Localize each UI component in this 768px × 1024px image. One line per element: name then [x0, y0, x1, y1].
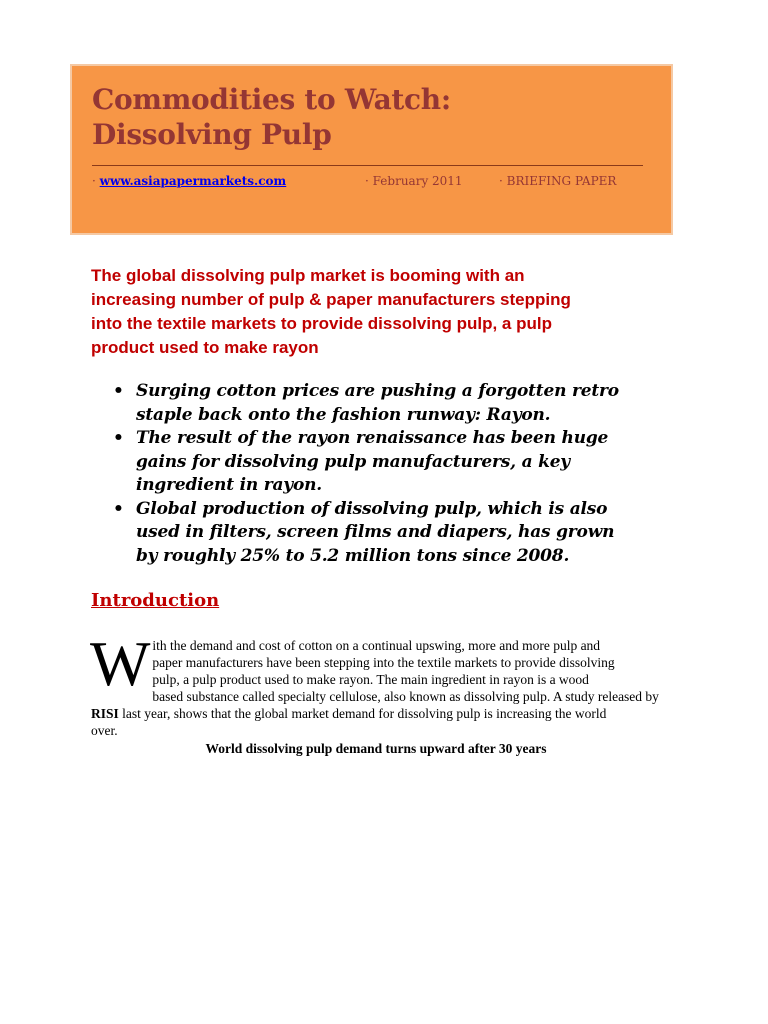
lead-line-3: into the textile markets to provide dissolving pulp, a pulp: [91, 314, 552, 333]
bullet-line: ingredient in rayon.: [136, 475, 322, 495]
body-line: last year, shows that the global market demand for dissolving pulp is increasing the world: [118, 706, 607, 721]
header-divider: [92, 165, 643, 166]
section-heading-introduction: Introduction: [91, 590, 220, 611]
website-meta: [92, 173, 286, 189]
body-line: over.: [91, 723, 118, 738]
bullet-line: by roughly 25% to 5.2 million tons since 2008.: [136, 545, 570, 566]
risi-mention: RISI: [91, 706, 119, 721]
bullet-line: gains for dissolving pulp manufacturers, a key: [136, 451, 570, 472]
body-line: paper manufacturers have been stepping into the textile markets to provide dissolving: [152, 655, 615, 670]
lead-line-2: increasing number of pulp & paper manufacturers stepping: [91, 290, 571, 309]
lead-summary: [91, 264, 681, 360]
title-line-2: Dissolving Pulp: [92, 118, 332, 151]
body-line: pulp, a pulp product used to make rayon. The main ingredient in rayon is a wood: [152, 672, 589, 687]
document-title: [92, 82, 451, 152]
figure-caption: World dissolving pulp demand turns upward after 30 years: [205, 741, 547, 756]
list-item: [111, 498, 691, 569]
lead-line-4: product used to make rayon: [91, 338, 319, 357]
bullet-icon: •: [113, 498, 124, 519]
website-link[interactable]: www.asiapapermarkets.com: [99, 174, 287, 188]
header-box: [70, 64, 673, 235]
bullet-line: used in filters, screen films and diapers, has grown: [136, 522, 615, 542]
introduction-paragraph: [90, 628, 679, 739]
date-meta: · February 2011: [365, 174, 463, 188]
drop-cap: W: [90, 628, 151, 699]
title-line-1: Commodities to Watch:: [92, 83, 451, 116]
list-item: [111, 427, 691, 498]
bullet-line: The result of the rayon renaissance has been huge: [136, 428, 609, 448]
document-type: · BRIEFING PAPER: [499, 174, 617, 188]
bullet-line: staple back onto the fashion runway: Rayon.: [136, 404, 551, 425]
body-line: ith the demand and cost of cotton on a continual upswing, more and more pulp and: [152, 638, 601, 653]
body-line: based substance called specialty cellulose, also known as dissolving pulp. A study released by: [152, 689, 659, 704]
key-points-list: [111, 380, 691, 568]
bullet-line: Surging cotton prices are pushing a forgotten retro: [136, 381, 619, 401]
list-item: [111, 380, 691, 427]
lead-line-1: The global dissolving pulp market is booming with an: [91, 266, 525, 285]
bullet-icon: •: [113, 381, 124, 401]
meta-bullet: ·: [92, 174, 96, 188]
bullet-line: Global production of dissolving pulp, which is also: [136, 498, 608, 519]
bullet-icon: •: [113, 428, 124, 448]
